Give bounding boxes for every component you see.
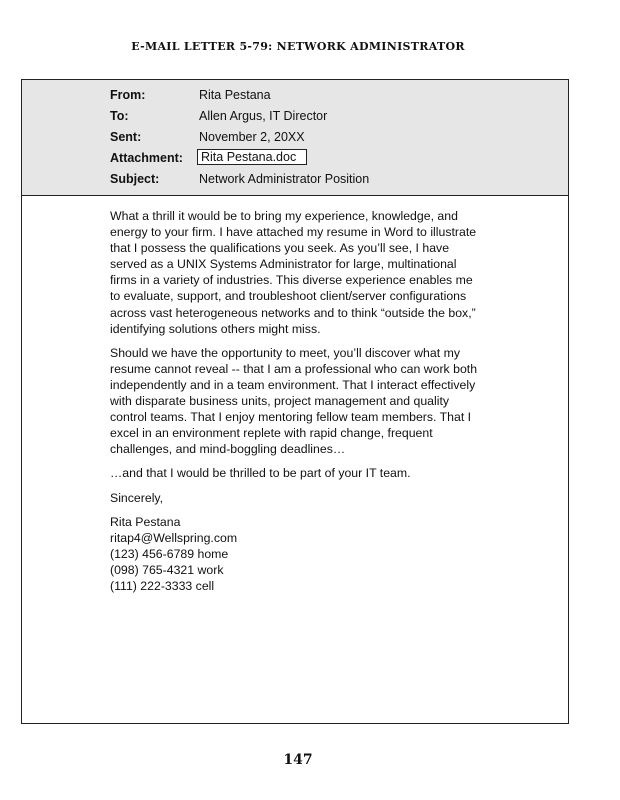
- subject-label: Subject:: [110, 172, 160, 186]
- page-number: 147: [283, 752, 313, 768]
- signature-email: ritap4@Wellspring.com: [110, 530, 238, 545]
- signature-name: Rita Pestana: [110, 514, 181, 529]
- subject-value: Network Administrator Position: [199, 172, 370, 186]
- signature-block: [110, 514, 485, 594]
- body-paragraph: What a thrill it would be to bring my experience, knowledge, and energy to your firm. I have attached my resume in Word to illustrate that I possess the qualifications you seek. As you’ll see, I have served as a UNIX Systems Administrator for large, multinational firms in a variety of industries. This diverse experience enables me to evaluate, support, and troubleshoot client/server configurations across vast heterogeneous networks and to think “outside the box,” identifying solutions others might miss.: [110, 209, 477, 336]
- from-label: From:: [110, 88, 146, 102]
- to-label: To:: [110, 109, 129, 123]
- sent-label: Sent:: [110, 130, 142, 144]
- to-value: Allen Argus, IT Director: [199, 109, 328, 123]
- signature-work-phone: (098) 765-4321 work: [110, 562, 224, 577]
- closing: Sincerely,: [110, 490, 164, 505]
- email-letter: [21, 79, 569, 724]
- page-title: E-MAIL LETTER 5-79: NETWORK ADMINISTRATOR: [131, 40, 465, 53]
- sent-row: [22, 128, 568, 149]
- body-paragraph: …and that I would be thrilled to be part of your IT team.: [110, 466, 411, 481]
- from-value: Rita Pestana: [199, 88, 271, 102]
- to-row: [22, 107, 568, 128]
- signature-cell-phone: (111) 222-3333 cell: [110, 578, 215, 593]
- attachment-file[interactable]: Rita Pestana.doc: [197, 149, 307, 165]
- subject-row: [22, 170, 568, 191]
- body-paragraph: Should we have the opportunity to meet, you’ll discover what my resume cannot reveal -- that I am a professional who can work both independently and in a team environment. That I interact effectively with disparate business units, project management and quality control teams. That I enjoy mentoring fellow team members. That I excel in an environment replete with rapid change, frequent challenges, and mind-boggling deadlines…: [110, 345, 478, 457]
- sent-value: November 2, 20XX: [199, 130, 305, 144]
- email-body: [110, 208, 485, 594]
- email-header: [22, 80, 568, 196]
- from-row: [22, 86, 568, 107]
- signature-home-phone: (123) 456-6789 home: [110, 546, 229, 561]
- attachment-label: Attachment:: [110, 151, 183, 165]
- attachment-row: [22, 149, 568, 170]
